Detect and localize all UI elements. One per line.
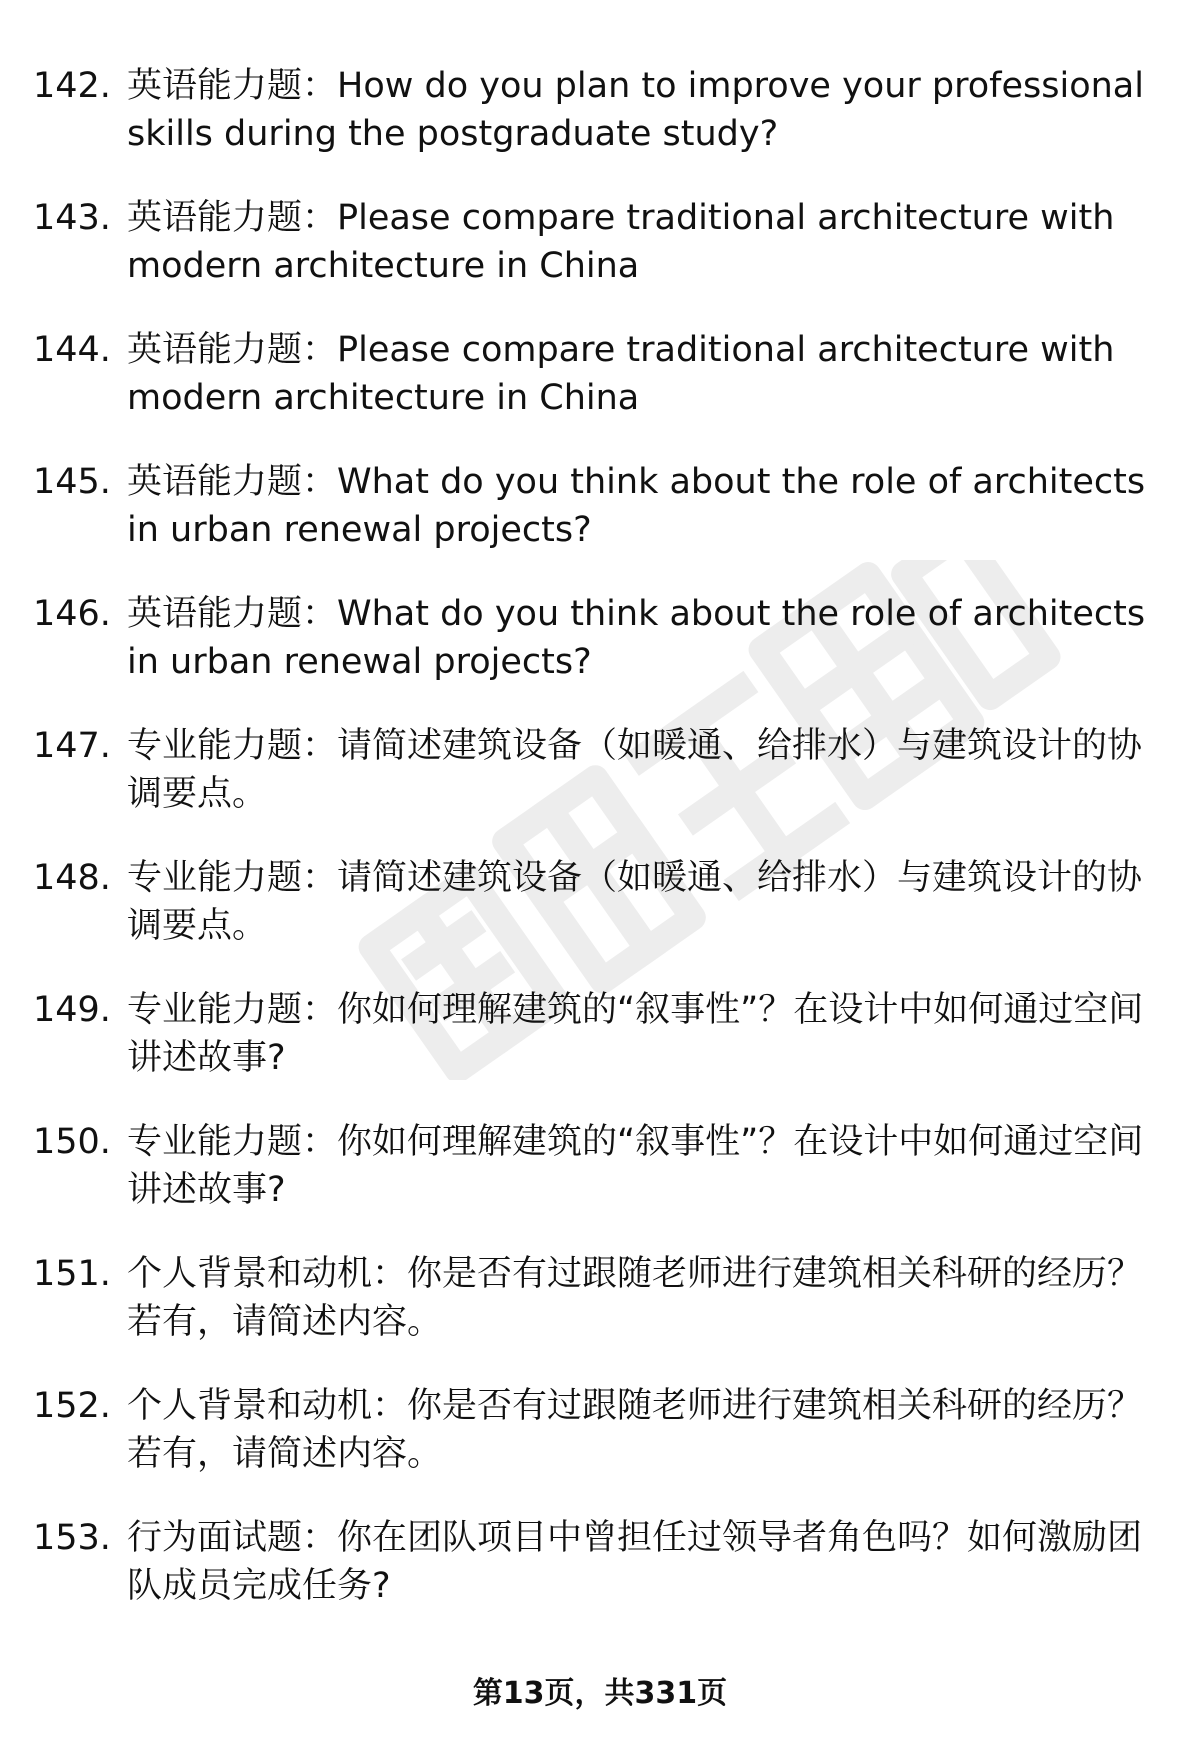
list-item	[0, 1250, 1200, 1382]
question-number: 145.	[33, 462, 111, 502]
question-text: 个人背景和动机：你是否有过跟随老师进行建筑相关科研的经历？若有，请简述内容。	[127, 1386, 1143, 1474]
question-number: 152.	[33, 1386, 111, 1426]
list-item	[0, 458, 1200, 590]
question-number: 144.	[33, 330, 111, 370]
question-number: 150.	[33, 1122, 111, 1162]
list-item	[0, 854, 1200, 986]
question-number: 148.	[33, 858, 111, 898]
list-item	[0, 722, 1200, 854]
question-text: 个人背景和动机：你是否有过跟随老师进行建筑相关科研的经历？若有，请简述内容。	[127, 1254, 1143, 1342]
question-number: 153.	[33, 1518, 111, 1558]
question-number: 142.	[33, 66, 111, 106]
question-number: 147.	[33, 726, 111, 766]
question-text: 英语能力题：Please compare traditional architecture with modern architecture in China	[127, 198, 1115, 286]
question-number: 151.	[33, 1254, 111, 1294]
question-text: 英语能力题：What do you think about the role of architects in urban renewal projects?	[127, 462, 1146, 550]
question-text: 英语能力题：How do you plan to improve your professional skills during the postgraduate study?	[127, 66, 1144, 154]
question-text: 专业能力题：请简述建筑设备（如暖通、给排水）与建筑设计的协调要点。	[127, 726, 1143, 814]
question-text: 行为面试题：你在团队项目中曾担任过领导者角色吗？如何激励团队成员完成任务?	[127, 1518, 1143, 1606]
question-text: 英语能力题：Please compare traditional architecture with modern architecture in China	[127, 330, 1115, 418]
list-item	[0, 986, 1200, 1118]
list-item	[0, 1382, 1200, 1514]
page-number-footer: 第13页，共331页	[472, 1676, 728, 1711]
question-text: 专业能力题：你如何理解建筑的“叙事性”？在设计中如何通过空间讲述故事?	[127, 1122, 1144, 1210]
question-number: 143.	[33, 198, 111, 238]
list-item	[0, 326, 1200, 458]
list-item	[0, 590, 1200, 722]
question-number: 149.	[33, 990, 111, 1030]
list-item	[0, 1514, 1200, 1646]
question-list	[0, 62, 1200, 1646]
list-item	[0, 194, 1200, 326]
question-text: 英语能力题：What do you think about the role of architects in urban renewal projects?	[127, 594, 1146, 682]
question-text: 专业能力题：你如何理解建筑的“叙事性”？在设计中如何通过空间讲述故事?	[127, 990, 1144, 1078]
question-text: 专业能力题：请简述建筑设备（如暖通、给排水）与建筑设计的协调要点。	[127, 858, 1143, 946]
list-item	[0, 62, 1200, 194]
list-item	[0, 1118, 1200, 1250]
question-number: 146.	[33, 594, 111, 634]
